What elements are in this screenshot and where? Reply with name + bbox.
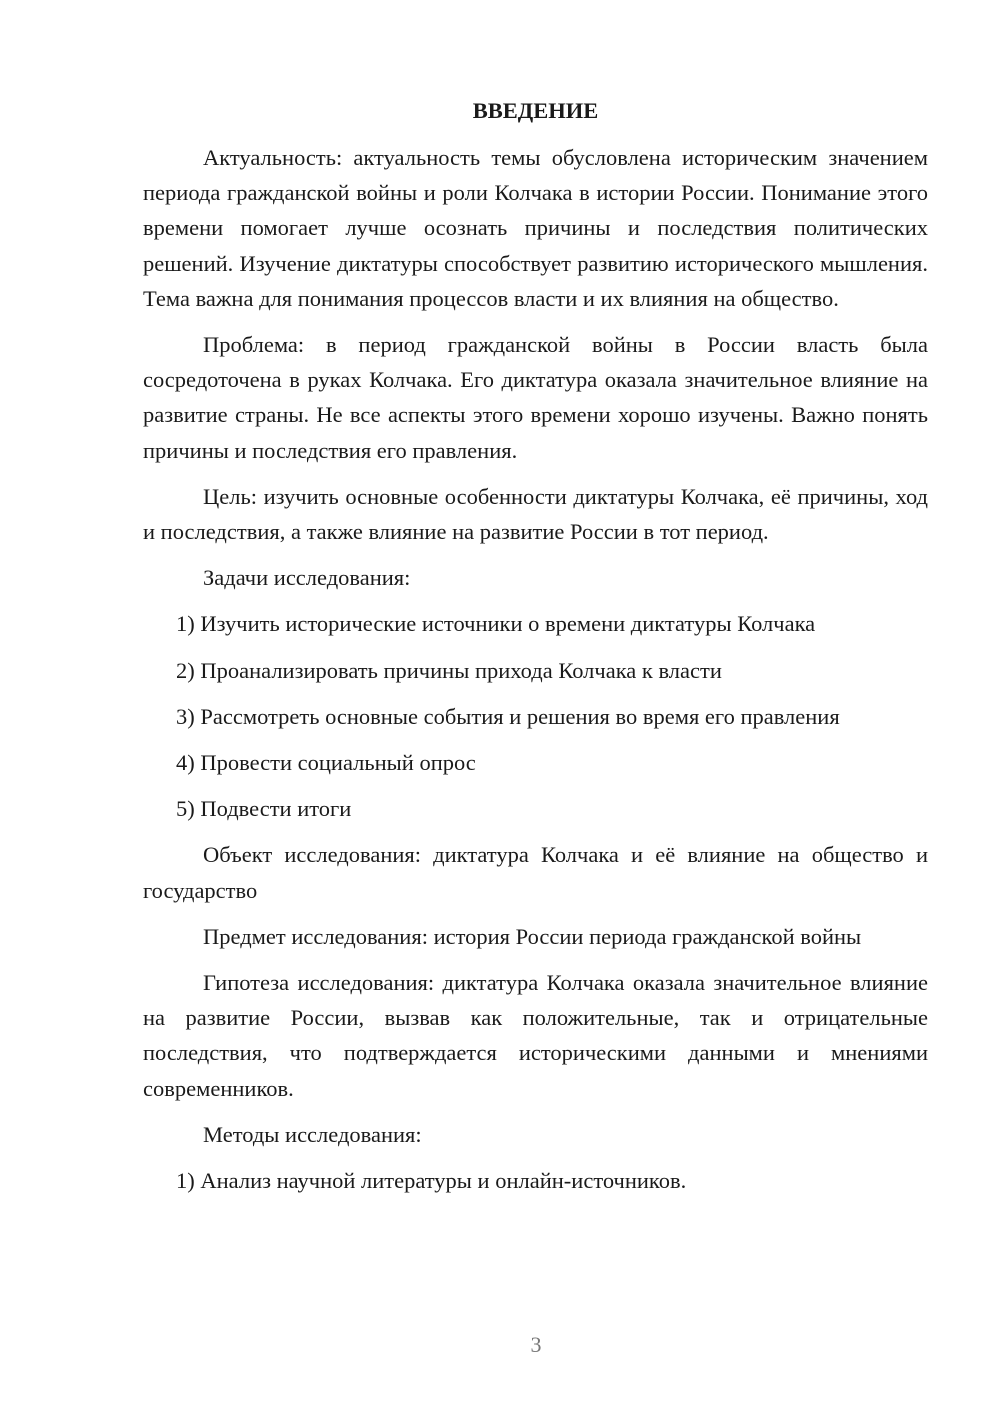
goal-paragraph: Цель: изучить основные особенности диктатуры Колчака, её причины, ход и последствия, а также влияние на развитие России в тот период. bbox=[143, 483, 928, 545]
problem-paragraph: Проблема: в период гражданской войны в России власть была сосредоточена в руках Колчака. Его диктатура оказала значительное влияние на развитие страны. Не все аспекты этого времени хорошо изучены. Важно понять причины и последствия его правления. bbox=[143, 332, 928, 463]
list-item: 1) Изучить исторические источники о времени диктатуры Колчака bbox=[176, 611, 816, 637]
page-number: 3 bbox=[530, 1332, 542, 1357]
methods-heading: Методы исследования: bbox=[203, 1121, 422, 1147]
document-page bbox=[143, 92, 928, 1209]
subject-paragraph: Предмет исследования: история России периода гражданской войны bbox=[203, 923, 862, 949]
relevance-paragraph: Актуальность: актуальность темы обусловлена историческим значением периода гражданской войны и роли Колчака в истории России. Понимание этого времени помогает лучше осознать причины и последствия политических решений. Изучение диктатуры способствует развитию исторического мышления. Тема важна для понимания процессов власти и их влияния на общество. bbox=[143, 145, 928, 311]
methods-list bbox=[143, 1163, 928, 1198]
page-title: ВВЕДЕНИЕ bbox=[472, 98, 599, 123]
list-item: 2) Проанализировать причины прихода Колчака к власти bbox=[176, 657, 722, 683]
list-item: 5) Подвести итоги bbox=[176, 796, 352, 822]
list-item: 1) Анализ научной литературы и онлайн-источников. bbox=[176, 1168, 687, 1194]
list-item: 4) Провести социальный опрос bbox=[176, 750, 476, 776]
list-item: 3) Рассмотреть основные события и решения во время его правления bbox=[176, 703, 840, 729]
object-paragraph: Объект исследования: диктатура Колчака и её влияние на общество и государство bbox=[143, 842, 928, 903]
tasks-list bbox=[143, 606, 928, 826]
tasks-heading: Задачи исследования: bbox=[203, 565, 411, 591]
hypothesis-paragraph: Гипотеза исследования: диктатура Колчака оказала значительное влияние на развитие России, вызвав как положительные, так и отрицательные последствия, что подтверждается историческими данными и мнениями современников. bbox=[143, 970, 928, 1101]
